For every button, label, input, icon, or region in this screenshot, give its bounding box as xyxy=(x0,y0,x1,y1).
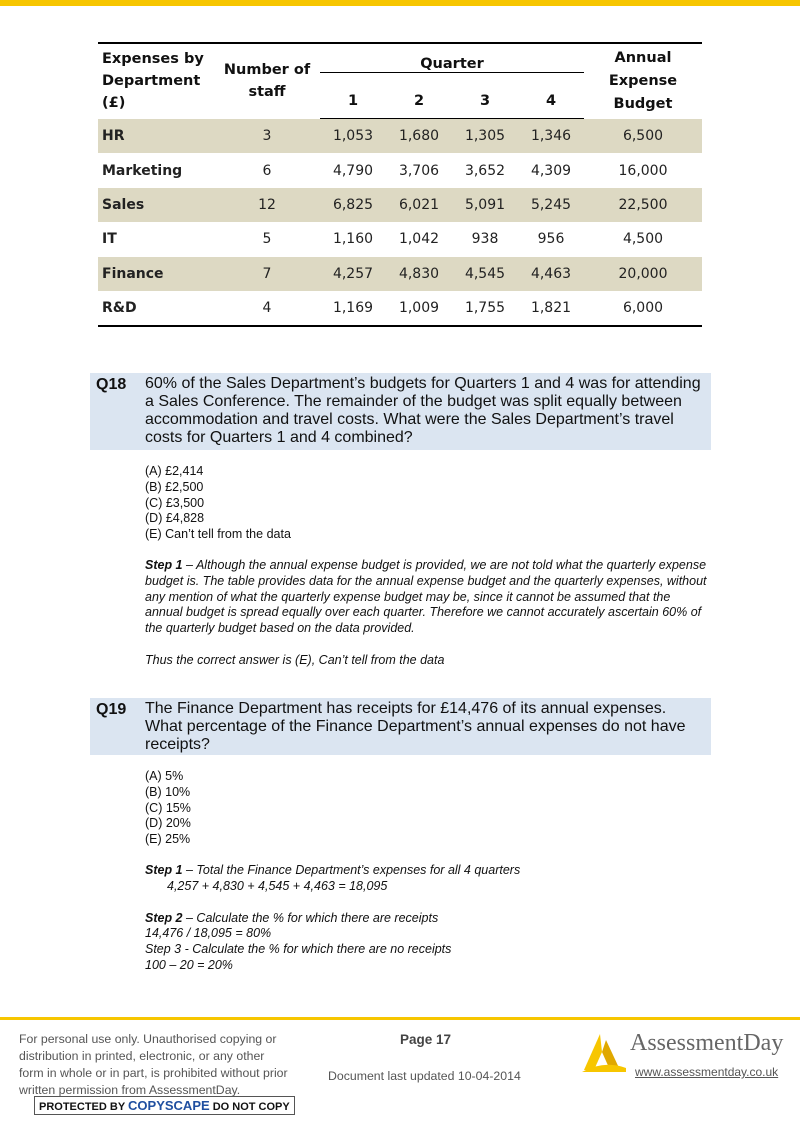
copyscape-badge[interactable] xyxy=(34,1096,295,1115)
row-staff: 12 xyxy=(214,188,320,222)
question-number: Q18 xyxy=(96,376,127,393)
row-staff: 5 xyxy=(262,231,272,248)
row-q2: 6,021 xyxy=(386,188,452,222)
page-number: Page 17 xyxy=(400,1032,452,1047)
row-q3: 1,305 xyxy=(452,119,518,154)
option-e: (E) Can’t tell from the data xyxy=(145,527,291,542)
copyscape-post: DO NOT COPY xyxy=(209,1101,290,1113)
header-q3: 3 xyxy=(452,84,518,119)
option-b: (B) £2,500 xyxy=(145,479,204,494)
last-updated: Document last updated 10-04-2014 xyxy=(328,1069,521,1083)
row-q4: 956 xyxy=(537,231,565,248)
row-q1: 4,790 xyxy=(332,162,374,179)
option-b: (B) 10% xyxy=(145,784,191,799)
option-a: (A) 5% xyxy=(145,769,184,783)
row-annual: 16,000 xyxy=(618,162,668,179)
step-text: – Total the Finance Department’s expenses for all 4 quarters xyxy=(182,863,521,877)
row-dept: IT xyxy=(102,231,117,248)
row-annual: 6,000 xyxy=(584,291,702,326)
row-q4: 4,463 xyxy=(518,257,584,291)
row-q2: 1,009 xyxy=(386,291,452,326)
row-dept: Sales xyxy=(98,188,214,222)
option-e: (E) 25% xyxy=(145,832,191,847)
question-18-box xyxy=(90,373,711,450)
row-annual: 22,500 xyxy=(584,188,702,222)
row-q1: 4,257 xyxy=(320,257,386,291)
copyscape-pre: PROTECTED BY xyxy=(39,1101,129,1113)
row-staff: 6 xyxy=(262,162,272,179)
answer-statement: Thus the correct answer is (E), Can’t tell from the data xyxy=(145,652,445,667)
row-q1: 6,825 xyxy=(320,188,386,222)
row-dept: Marketing xyxy=(102,162,183,179)
logo-a-icon xyxy=(580,1030,628,1074)
top-accent-bar xyxy=(0,0,800,6)
question-text: The Finance Department has receipts for £14,476 of its annual expenses. What percentage of the Finance Department’s annual expenses do not have receipts? xyxy=(145,700,686,753)
row-staff: 7 xyxy=(214,257,320,291)
question-19-box xyxy=(90,698,711,755)
brand-name: AssessmentDay xyxy=(630,1030,784,1056)
row-annual: 20,000 xyxy=(584,257,702,291)
header-q4: 4 xyxy=(518,84,584,119)
explanation-step-3: Step 3 - Calculate the % for which there are no receipts xyxy=(145,942,452,957)
explanation-q18 xyxy=(145,558,710,669)
row-dept: R&D xyxy=(98,291,214,326)
answer-options-q19 xyxy=(145,769,191,848)
step-3-calculation: 100 – 20 = 20% xyxy=(145,957,233,972)
explanation-step-2 xyxy=(145,911,710,927)
row-q4: 1,821 xyxy=(518,291,584,326)
row-q1: 1,053 xyxy=(320,119,386,154)
row-q3: 5,091 xyxy=(452,188,518,222)
step-text: – Calculate the % for which there are receipts xyxy=(182,910,439,925)
copyscape-brand: COPYSCAPE xyxy=(128,1098,210,1113)
step-1-calculation: 4,257 + 4,830 + 4,545 + 4,463 = 18,095 xyxy=(167,878,388,893)
header-staff: Number of staff xyxy=(214,43,320,119)
question-number: Q19 xyxy=(96,701,127,718)
step-2-calculation: 14,476 / 18,095 = 80% xyxy=(145,926,272,941)
row-q3: 1,755 xyxy=(452,291,518,326)
explanation-step-1 xyxy=(145,863,710,879)
header-annual-budget: Annual Expense Budget xyxy=(584,43,702,119)
row-dept: HR xyxy=(98,119,214,154)
row-annual: 6,500 xyxy=(584,119,702,154)
row-q3: 4,545 xyxy=(452,257,518,291)
step-text: – Although the annual expense budget is provided, we are not told what the quarterly expense budget is. The table provides data for the annual expense budget and the quarterly expenses, without any mention of what the quarterly expense budget may be, since it cannot be assumed that the annual budget is spread equally over each quarter. Therefore we cannot accurately ascertain 60% of the quarterly budget based on the data provided. xyxy=(145,558,707,636)
option-a: (A) £2,414 xyxy=(145,464,204,478)
step-label: Step 2 xyxy=(145,910,183,925)
row-q1: 1,160 xyxy=(332,231,374,248)
option-c: (C) £3,500 xyxy=(145,495,205,510)
explanation-q19 xyxy=(145,863,710,974)
footer-divider xyxy=(0,1017,800,1020)
table-row xyxy=(98,153,702,187)
header-quarter: Quarter xyxy=(320,43,584,84)
option-d: (D) 20% xyxy=(145,816,191,831)
row-q3: 3,652 xyxy=(464,162,506,179)
row-staff: 3 xyxy=(214,119,320,154)
table-row xyxy=(98,291,702,326)
table-row xyxy=(98,257,702,291)
header-q2: 2 xyxy=(386,84,452,119)
header-q1: 1 xyxy=(320,84,386,119)
row-q4: 5,245 xyxy=(518,188,584,222)
row-q2: 1,042 xyxy=(398,231,440,248)
table-row xyxy=(98,188,702,222)
question-text: 60% of the Sales Department’s budgets for Quarters 1 and 4 was for attending a Sales Conference. The remainder of the budget was split equally between accommodation and travel costs. What were the Sales Department’s travel costs for Quarters 1 and 4 combined? xyxy=(145,375,701,446)
row-staff: 4 xyxy=(214,291,320,326)
expenses-table xyxy=(98,42,702,327)
answer-options-q18 xyxy=(145,464,291,543)
brand-url-link[interactable]: www.assessmentday.co.uk xyxy=(635,1065,779,1079)
row-q2: 3,706 xyxy=(398,162,440,179)
table-row xyxy=(98,222,702,256)
table-row xyxy=(98,119,702,154)
row-dept: Finance xyxy=(98,257,214,291)
step-label: Step 1 xyxy=(145,863,183,877)
option-c: (C) 15% xyxy=(145,800,191,815)
row-q1: 1,169 xyxy=(320,291,386,326)
step-label: Step 1 xyxy=(145,558,183,572)
row-annual: 4,500 xyxy=(622,231,664,248)
footer-disclaimer: For personal use only. Unauthorised copying or distribution in printed, electronic, or any other form in whole or in part, is prohibited without prior written permission from AssessmentDay. xyxy=(19,1032,288,1097)
explanation-step-1 xyxy=(145,558,710,637)
row-q2: 1,680 xyxy=(386,119,452,154)
header-department: Expenses by Department (£) xyxy=(98,43,214,119)
row-q4: 4,309 xyxy=(530,162,572,179)
row-q4: 1,346 xyxy=(518,119,584,154)
option-d: (D) £4,828 xyxy=(145,511,205,526)
row-q2: 4,830 xyxy=(386,257,452,291)
row-q3: 938 xyxy=(471,231,499,248)
